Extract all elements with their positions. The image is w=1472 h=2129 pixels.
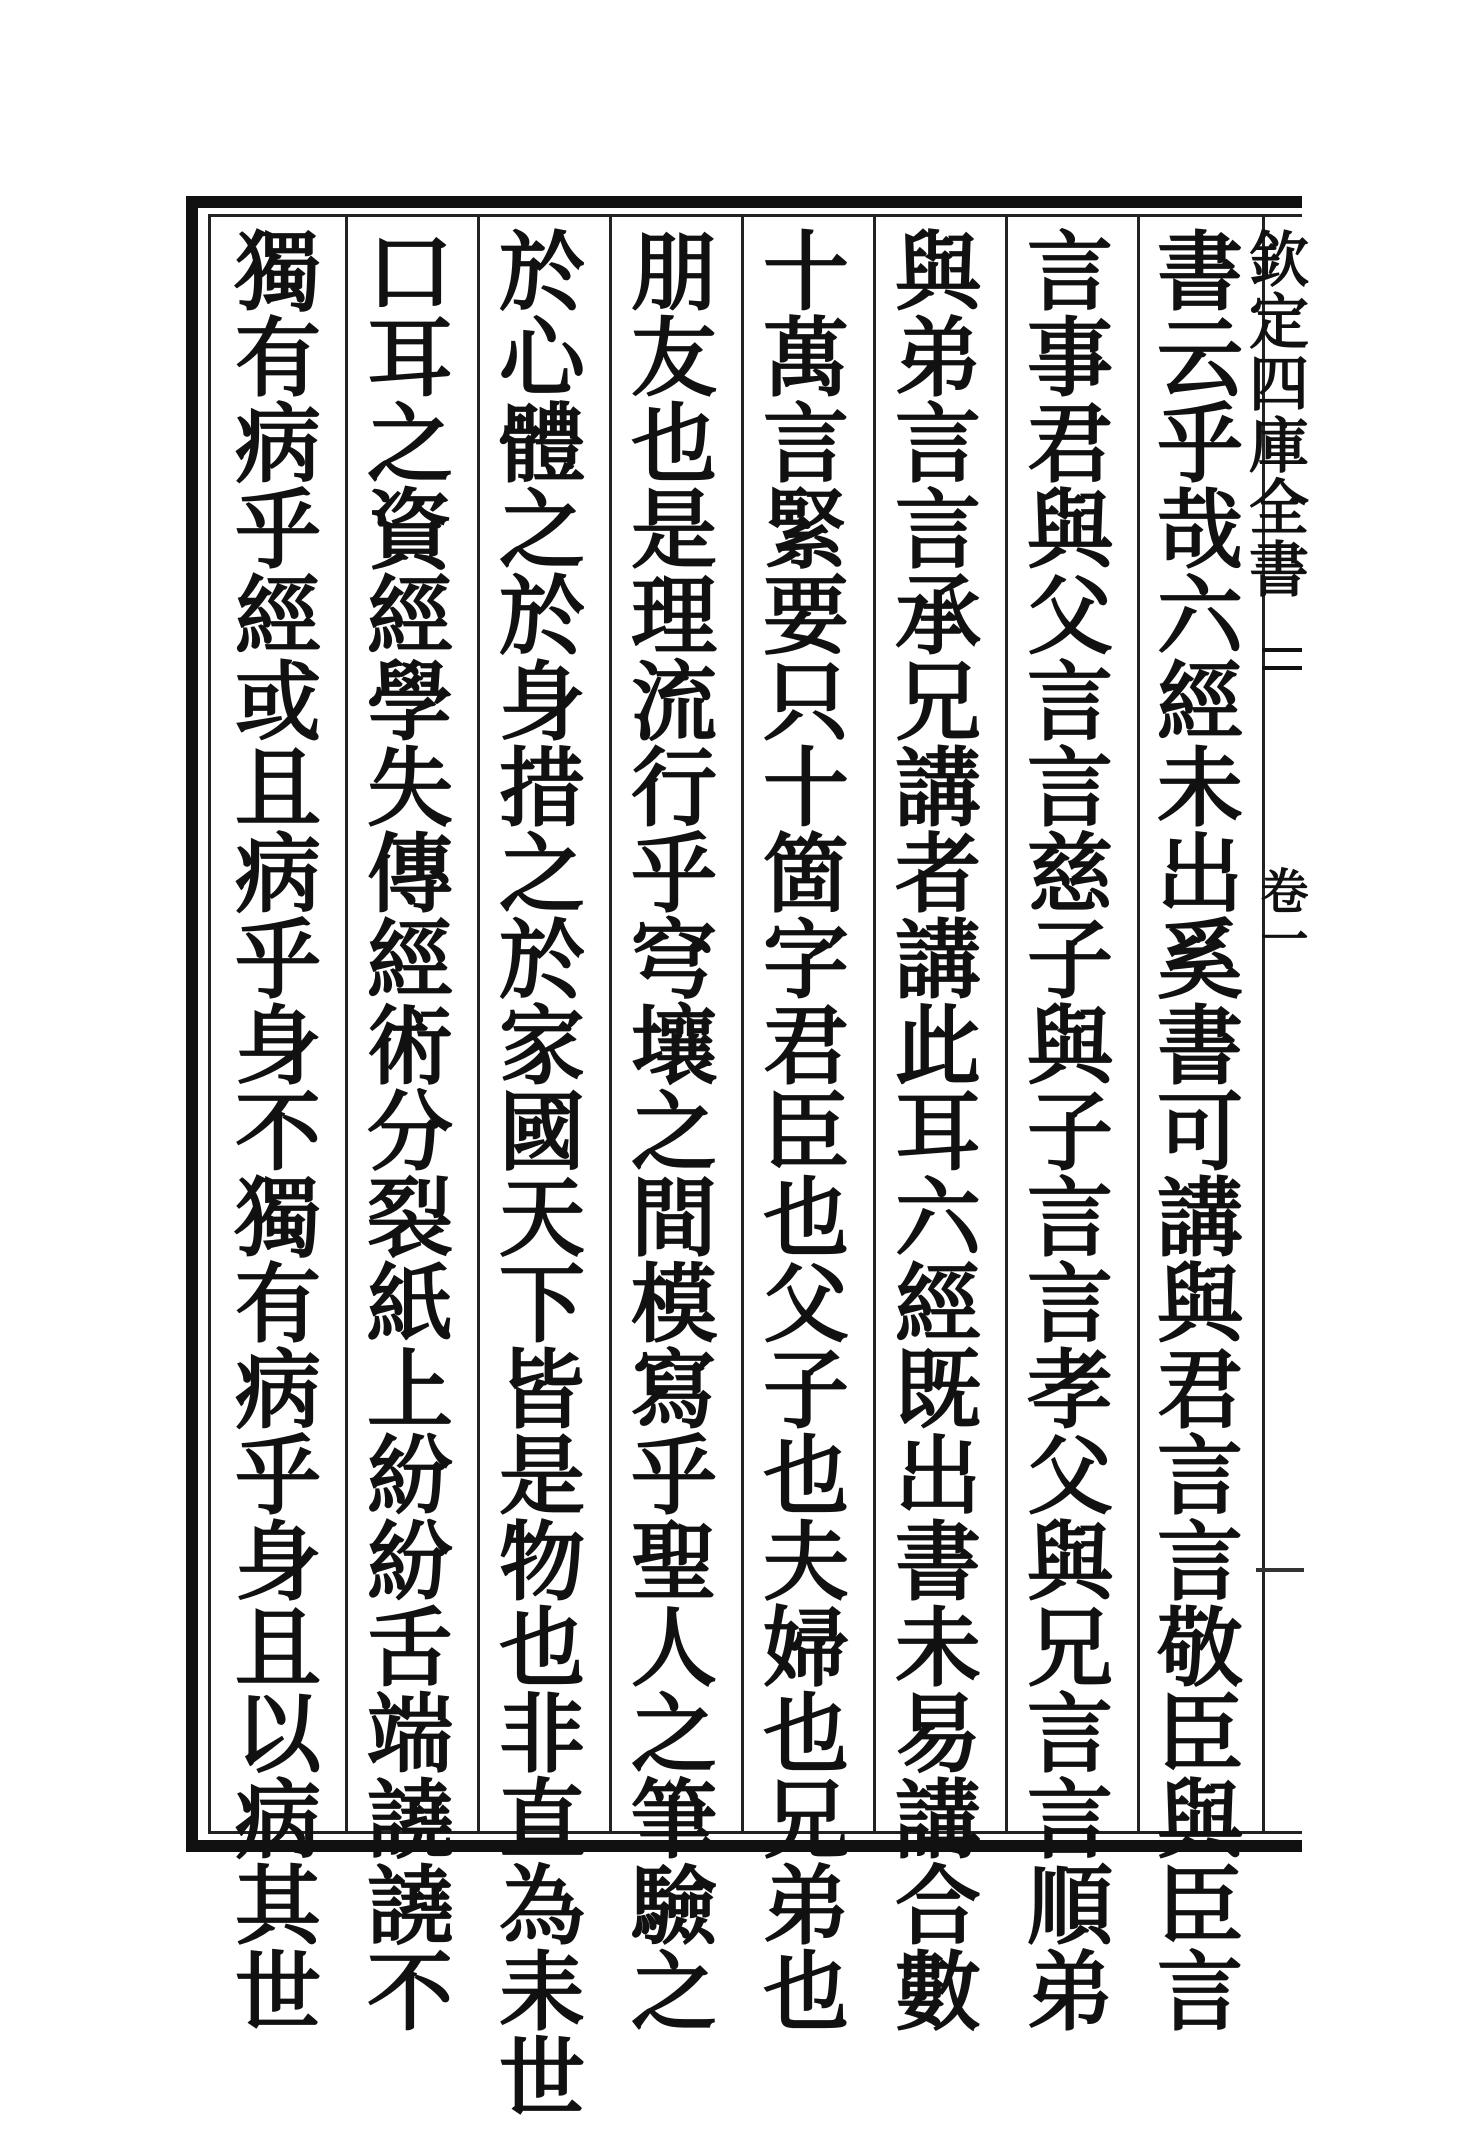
glyph: 緊 [763,480,849,581]
glyph: 分 [367,1082,453,1183]
glyph: 君 [1027,394,1113,495]
glyph: 承 [895,566,981,667]
glyph: 十 [763,738,849,839]
glyph: 合 [895,1856,981,1957]
glyph: 世 [499,2028,585,2129]
glyph: 經 [1157,652,1243,753]
glyph: 傳 [367,824,453,925]
glyph: 婦 [763,1598,849,1699]
glyph: 也 [763,1684,849,1785]
glyph: 言 [895,394,981,495]
text-column-2 [1018,222,1122,2043]
glyph: 也 [763,1426,849,1527]
glyph: 順 [1027,1856,1113,1957]
glyph: 君 [1157,1340,1243,1441]
glyph: 事 [1027,308,1113,409]
glyph: 有 [235,308,321,409]
glyph: 言 [1027,1168,1113,1269]
glyph: 非 [499,1684,585,1785]
glyph: 言 [1157,1942,1243,2043]
glyph: 父 [1027,1426,1113,1527]
glyph: 也 [763,1168,849,1269]
glyph: 既 [895,1340,981,1441]
column-rule [1005,217,1008,1831]
glyph: 獨 [235,1168,321,1269]
glyph: 世 [235,1942,321,2043]
glyph: 行 [631,738,717,839]
glyph: 書 [1157,222,1243,323]
glyph: 言 [1157,1426,1243,1527]
glyph: 經 [895,1254,981,1355]
glyph: 字 [763,910,849,1011]
glyph: 其 [235,1856,321,1957]
glyph: 模 [631,1254,717,1355]
glyph: 臣 [1157,1684,1243,1785]
glyph: 此 [895,996,981,1097]
text-column-8 [226,222,330,2043]
glyph: 是 [499,1426,585,1527]
glyph: 直 [499,1770,585,1871]
glyph: 病 [235,394,321,495]
glyph: 言 [1027,1770,1113,1871]
glyph: 乎 [235,910,321,1011]
glyph: 子 [763,1340,849,1441]
glyph: 言 [1027,652,1113,753]
glyph: 易 [895,1684,981,1785]
glyph: 穹 [631,910,717,1011]
glyph: 譊 [367,1770,453,1871]
glyph: 兄 [1027,1598,1113,1699]
glyph: 耒 [499,1942,585,2043]
glyph: 有 [235,1254,321,1355]
glyph: 箇 [763,824,849,925]
glyph: 於 [499,910,585,1011]
glyph: 言 [1027,222,1113,323]
glyph: 不 [367,1942,453,2043]
glyph: 與 [895,222,981,323]
glyph: 未 [1157,738,1243,839]
glyph: 臣 [763,1082,849,1183]
glyph: 書 [895,1512,981,1613]
glyph: 或 [235,652,321,753]
glyph: 理 [631,566,717,667]
glyph: 也 [763,1942,849,2043]
column-rule [345,217,348,1831]
glyph: 體 [499,394,585,495]
glyph: 也 [499,1598,585,1699]
glyph: 云 [1157,308,1243,409]
glyph: 裂 [367,1168,453,1269]
glyph: 六 [895,1168,981,1269]
glyph: 口 [367,222,453,323]
glyph: 耳 [367,308,453,409]
glyph: 書 [1157,996,1243,1097]
glyph: 乎 [631,1426,717,1527]
glyph: 病 [235,824,321,925]
glyph: 講 [1157,1168,1243,1269]
glyph: 只 [763,652,849,753]
glyph: 子 [1027,1082,1113,1183]
glyph: 身 [235,1512,321,1613]
glyph: 上 [367,1340,453,1441]
glyph: 言 [763,394,849,495]
glyph: 流 [631,652,717,753]
glyph: 乎 [235,1426,321,1527]
banner-title: 欽定四庫全書 [1239,228,1309,600]
glyph: 經 [367,910,453,1011]
glyph: 術 [367,996,453,1097]
glyph: 於 [499,222,585,323]
text-column-5 [622,222,726,2043]
glyph: 之 [499,824,585,925]
text-column-1 [1148,222,1252,2043]
glyph: 要 [763,566,849,667]
glyph: 友 [631,308,717,409]
glyph: 於 [499,566,585,667]
glyph: 子 [1027,910,1113,1011]
text-column-3 [886,222,990,2043]
glyph: 身 [235,996,321,1097]
glyph: 講 [895,910,981,1011]
glyph: 經 [235,566,321,667]
glyph: 聖 [631,1512,717,1613]
column-rule [1137,217,1140,1831]
glyph: 下 [499,1254,585,1355]
glyph: 之 [631,1942,717,2043]
glyph: 與 [1157,1770,1243,1871]
glyph: 病 [235,1770,321,1871]
glyph: 國 [499,1082,585,1183]
glyph: 父 [763,1254,849,1355]
glyph: 君 [763,996,849,1097]
glyph: 病 [235,1340,321,1441]
glyph: 講 [895,738,981,839]
glyph: 言 [895,480,981,581]
glyph: 弟 [763,1856,849,1957]
glyph: 天 [499,1168,585,1269]
glyph: 端 [367,1684,453,1785]
glyph: 心 [499,308,585,409]
text-column-7 [358,222,462,2043]
glyph: 朋 [631,222,717,323]
glyph: 夫 [763,1512,849,1613]
glyph: 資 [367,480,453,581]
glyph: 之 [631,1082,717,1183]
glyph: 之 [631,1684,717,1785]
glyph: 孝 [1027,1340,1113,1441]
glyph: 為 [499,1856,585,1957]
glyph: 驗 [631,1856,717,1957]
glyph: 是 [631,480,717,581]
glyph: 物 [499,1512,585,1613]
glyph: 以 [235,1684,321,1785]
glyph: 講 [895,1770,981,1871]
glyph: 獨 [235,222,321,323]
glyph: 未 [895,1598,981,1699]
glyph: 言 [1027,1254,1113,1355]
glyph: 出 [1157,824,1243,925]
glyph: 弟 [895,308,981,409]
glyph: 舌 [367,1598,453,1699]
column-rule [609,217,612,1831]
glyph: 兄 [895,652,981,753]
glyph: 之 [499,480,585,581]
banner-volume: 卷一 [1252,866,1308,962]
glyph: 可 [1157,1082,1243,1183]
glyph: 萬 [763,308,849,409]
glyph: 失 [367,738,453,839]
glyph: 父 [1027,566,1113,667]
glyph: 學 [367,652,453,753]
glyph: 寫 [631,1340,717,1441]
glyph: 壤 [631,996,717,1097]
glyph: 兄 [763,1770,849,1871]
glyph: 也 [631,394,717,495]
glyph: 紛 [367,1512,453,1613]
glyph: 言 [1027,1684,1113,1785]
glyph: 譊 [367,1856,453,1957]
column-rule [477,217,480,1831]
glyph: 與 [1027,996,1113,1097]
glyph: 不 [235,1082,321,1183]
glyph: 慈 [1027,824,1113,925]
glyph: 者 [895,824,981,925]
glyph: 臣 [1157,1856,1243,1957]
glyph: 之 [367,394,453,495]
glyph: 家 [499,996,585,1097]
text-column-4 [754,222,858,2043]
fishtail-mark [1262,648,1302,670]
glyph: 間 [631,1168,717,1269]
glyph: 身 [499,652,585,753]
glyph: 乎 [1157,394,1243,495]
glyph: 與 [1027,1512,1113,1613]
glyph: 出 [895,1426,981,1527]
glyph: 且 [235,738,321,839]
glyph: 六 [1157,566,1243,667]
glyph: 人 [631,1598,717,1699]
text-column-6 [490,222,594,2129]
glyph: 耳 [895,1082,981,1183]
glyph: 措 [499,738,585,839]
glyph: 皆 [499,1340,585,1441]
glyph: 言 [1027,738,1113,839]
glyph: 數 [895,1942,981,2043]
glyph: 奚 [1157,910,1243,1011]
column-rule [873,217,876,1831]
glyph: 筆 [631,1770,717,1871]
column-rule [741,217,744,1831]
glyph: 言 [1157,1512,1243,1613]
glyph: 紙 [367,1254,453,1355]
glyph: 與 [1027,480,1113,581]
glyph: 哉 [1157,480,1243,581]
glyph: 經 [367,566,453,667]
glyph: 且 [235,1598,321,1699]
glyph: 弟 [1027,1942,1113,2043]
glyph: 紛 [367,1426,453,1527]
glyph: 乎 [631,824,717,925]
glyph: 乎 [235,480,321,581]
glyph: 十 [763,222,849,323]
glyph: 敬 [1157,1598,1243,1699]
glyph: 與 [1157,1254,1243,1355]
banner-tick [1256,1568,1304,1572]
